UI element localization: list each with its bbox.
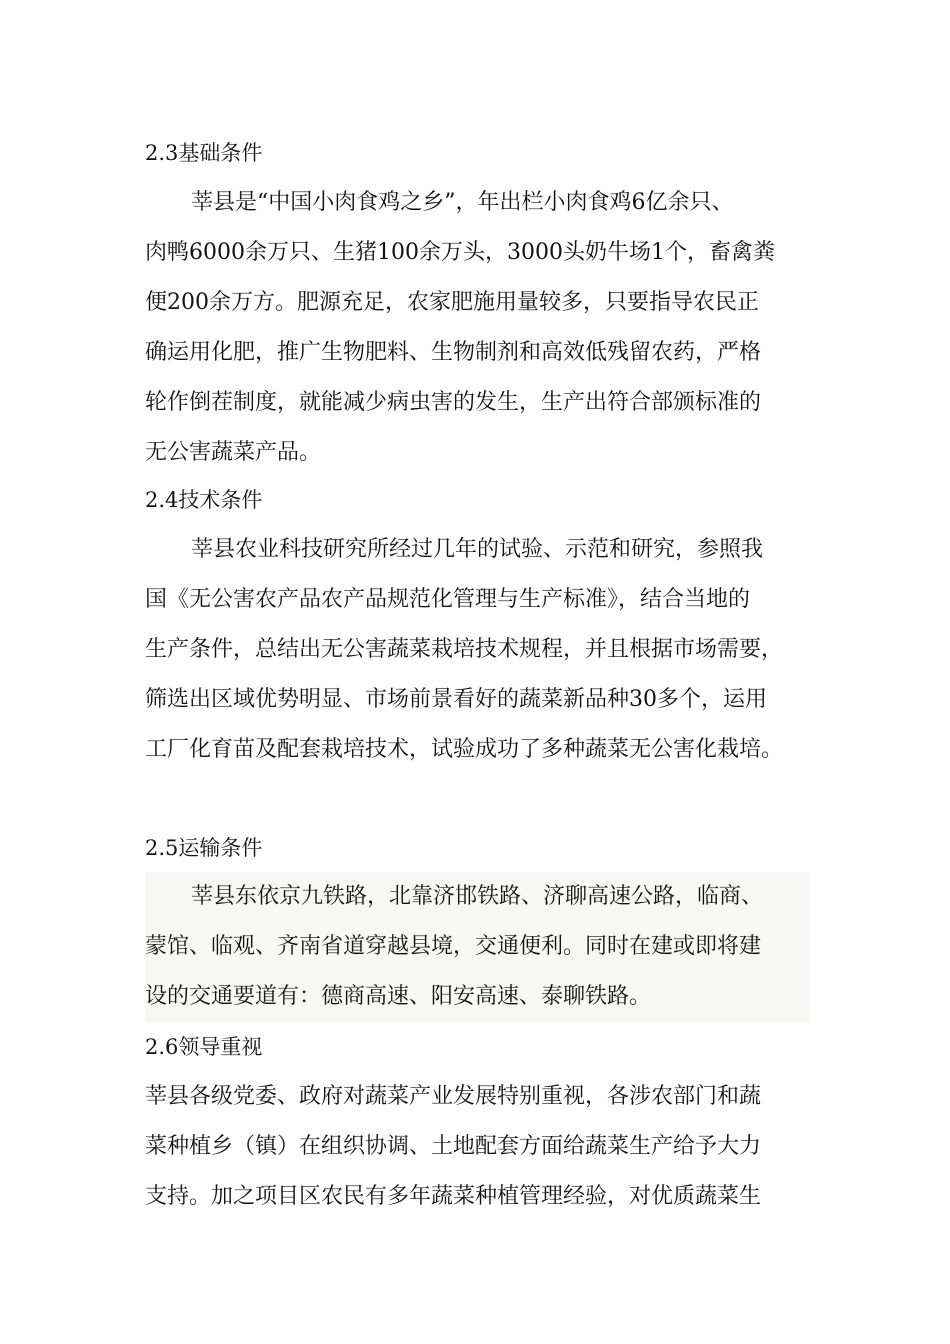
paragraph-line: 工厂化育苗及配套栽培技术，试验成功了多种蔬菜无公害化栽培。 [145,737,784,762]
section-heading-2-3: 2.3基础条件 [145,141,263,165]
paragraph-line: 设的交通要道有：德商高速、阳安高速、泰聊铁路。 [145,984,652,1009]
paragraph-line: 莘县是“中国小肉食鸡之乡”，年出栏小肉食鸡6亿余只、 [191,190,734,215]
paragraph-line: 便200余万方。肥源充足，农家肥施用量较多，只要指导农民正 [145,290,759,315]
paragraph-line: 蒙馆、临观、齐南省道穿越县境，交通便利。同时在建或即将建 [145,934,762,959]
paragraph-line: 菜种植乡（镇）在组织协调、土地配套方面给蔬菜生产给予大力 [145,1134,762,1159]
paragraph-line: 筛选出区域优势明显、市场前景看好的蔬菜新品种30多个，运用 [145,687,767,712]
paragraph-line: 国《无公害农产品农产品规范化管理与生产标准》，结合当地的 [145,587,751,612]
paragraph-line: 轮作倒茬制度，就能减少病虫害的发生，生产出符合部颁标准的 [145,390,762,415]
section-paragraph-2-4 [145,525,810,775]
paragraph-line: 肉鸭6000余万只、生猪100余万头，3000头奶牛场1个，畜禽粪 [145,240,775,265]
section-paragraph-2-3 [145,178,810,478]
section-paragraph-2-5 [145,872,810,1022]
paragraph-line: 生产条件，总结出无公害蔬菜栽培技术规程，并且根据市场需要， [145,637,784,662]
section-heading-2-5: 2.5运输条件 [145,836,263,860]
paragraph-line: 莘县各级党委、政府对蔬菜产业发展特别重视，各涉农部门和蔬 [145,1084,762,1109]
section-heading-2-4: 2.4技术条件 [145,488,263,512]
paragraph-line: 支持。加之项目区农民有多年蔬菜种植管理经验，对优质蔬菜生 [145,1184,762,1209]
section-heading-2-6: 2.6领导重视 [145,1035,263,1059]
paragraph-line: 无公害蔬菜产品。 [145,440,322,465]
paragraph-line: 莘县农业科技研究所经过几年的试验、示范和研究，参照我 [191,537,764,562]
paragraph-line: 莘县东依京九铁路，北靠济邯铁路、济聊高速公路，临商、 [191,884,764,909]
paragraph-line: 确运用化肥，推广生物肥料、生物制剂和高效低残留农药，严格 [145,340,762,365]
section-paragraph-2-6 [145,1072,810,1222]
